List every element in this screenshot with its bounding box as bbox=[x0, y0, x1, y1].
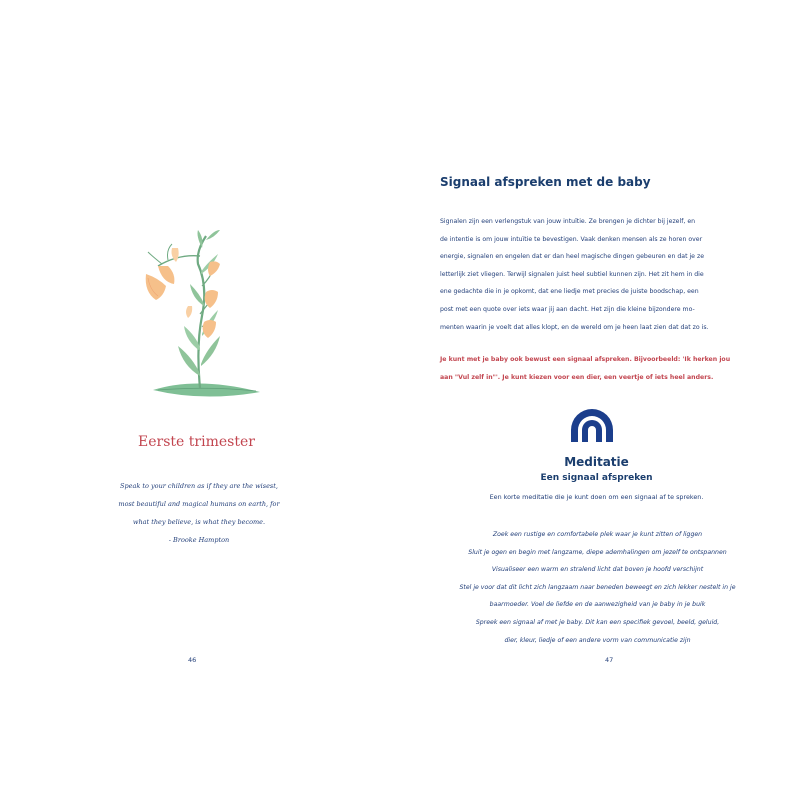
meditation-step: Zoek een rustige en comfortabele plek waar je kunt zitten of liggen bbox=[492, 531, 703, 538]
body-line: letterlijk ziet vliegen. Terwijl signalen juist heel subtiel kunnen zijn. Het zit hem in die bbox=[440, 270, 704, 278]
right-page bbox=[400, 0, 800, 800]
page-number-left: 46 bbox=[188, 656, 197, 664]
meditation-step: dier, kleur, liedje of een andere vorm van communicatie zijn bbox=[504, 636, 691, 644]
quote bbox=[106, 477, 292, 549]
body-line: Signalen zijn een verlengstuk van jouw intuïtie. Ze brengen je dichter bij jezelf, en bbox=[440, 218, 696, 225]
body-line: de intentie is om jouw intuïtie te bevestigen. Vaak denken mensen als ze horen over bbox=[440, 235, 703, 243]
meditation-step: Stel je voor dat dit licht zich langzaam naar beneden beweegt en zich lekker nestelt in je bbox=[459, 583, 736, 591]
chapter-title: Eerste trimester bbox=[138, 434, 255, 450]
section-title: Signaal afspreken met de baby bbox=[440, 175, 651, 189]
meditation-step: Sluit je ogen en begin met langzame, diepe ademhalingen om jezelf te ontspannen bbox=[468, 548, 727, 556]
body-line: energie, signalen en engelen dat er dan heel magische dingen gebeuren en dat je ze bbox=[440, 253, 705, 261]
flower-stem-icon bbox=[138, 226, 263, 402]
meditation-title: Meditatie bbox=[564, 455, 629, 469]
rainbow-icon bbox=[568, 406, 616, 444]
highlight-paragraph bbox=[440, 351, 748, 386]
meditation-subtitle: Een signaal afspreken bbox=[540, 473, 653, 483]
quote-line: Speak to your children as if they are the wisest, bbox=[120, 482, 278, 490]
page-number-right: 47 bbox=[605, 656, 614, 664]
body-line: ene gedachte die in je opkomt, dat ene liedje met precies de juiste boodschap, een bbox=[440, 288, 699, 296]
highlight-line: aan "Vul zelf in"'. Je kunt kiezen voor een dier, een veertje of iets heel anders. bbox=[440, 373, 714, 381]
quote-line: what they believe, is what they become. bbox=[132, 518, 266, 526]
highlight-line: Je kunt met je baby ook bewust een signaal afspreken. Bijvoorbeeld: 'Ik herken jou bbox=[440, 356, 731, 363]
quote-author: - Brooke Hampton bbox=[168, 536, 230, 544]
meditation-step: Visualiseer een warm en stralend licht dat boven je hoofd verschijnt bbox=[491, 566, 704, 574]
meditation-step: baarmoeder. Voel de liefde en de aanwezigheid van je baby in je buik bbox=[489, 601, 706, 609]
quote-line: most beautiful and magical humans on earth, for bbox=[118, 500, 280, 508]
body-paragraph bbox=[440, 213, 748, 336]
body-line: post met een quote over iets waar jij aan dacht. Het zijn die kleine bijzondere mo- bbox=[440, 305, 695, 313]
meditation-steps bbox=[420, 526, 775, 649]
body-line: menten waarin je voelt dat alles klopt, en de wereld om je heen laat zien dat dat zo is. bbox=[440, 323, 709, 331]
meditation-step: Spreek een signaal af met je baby. Dit kan een specifiek gevoel, beeld, geluid, bbox=[475, 618, 720, 626]
meditation-description: Een korte meditatie die je kunt doen om een signaal af te spreken. bbox=[489, 493, 704, 501]
